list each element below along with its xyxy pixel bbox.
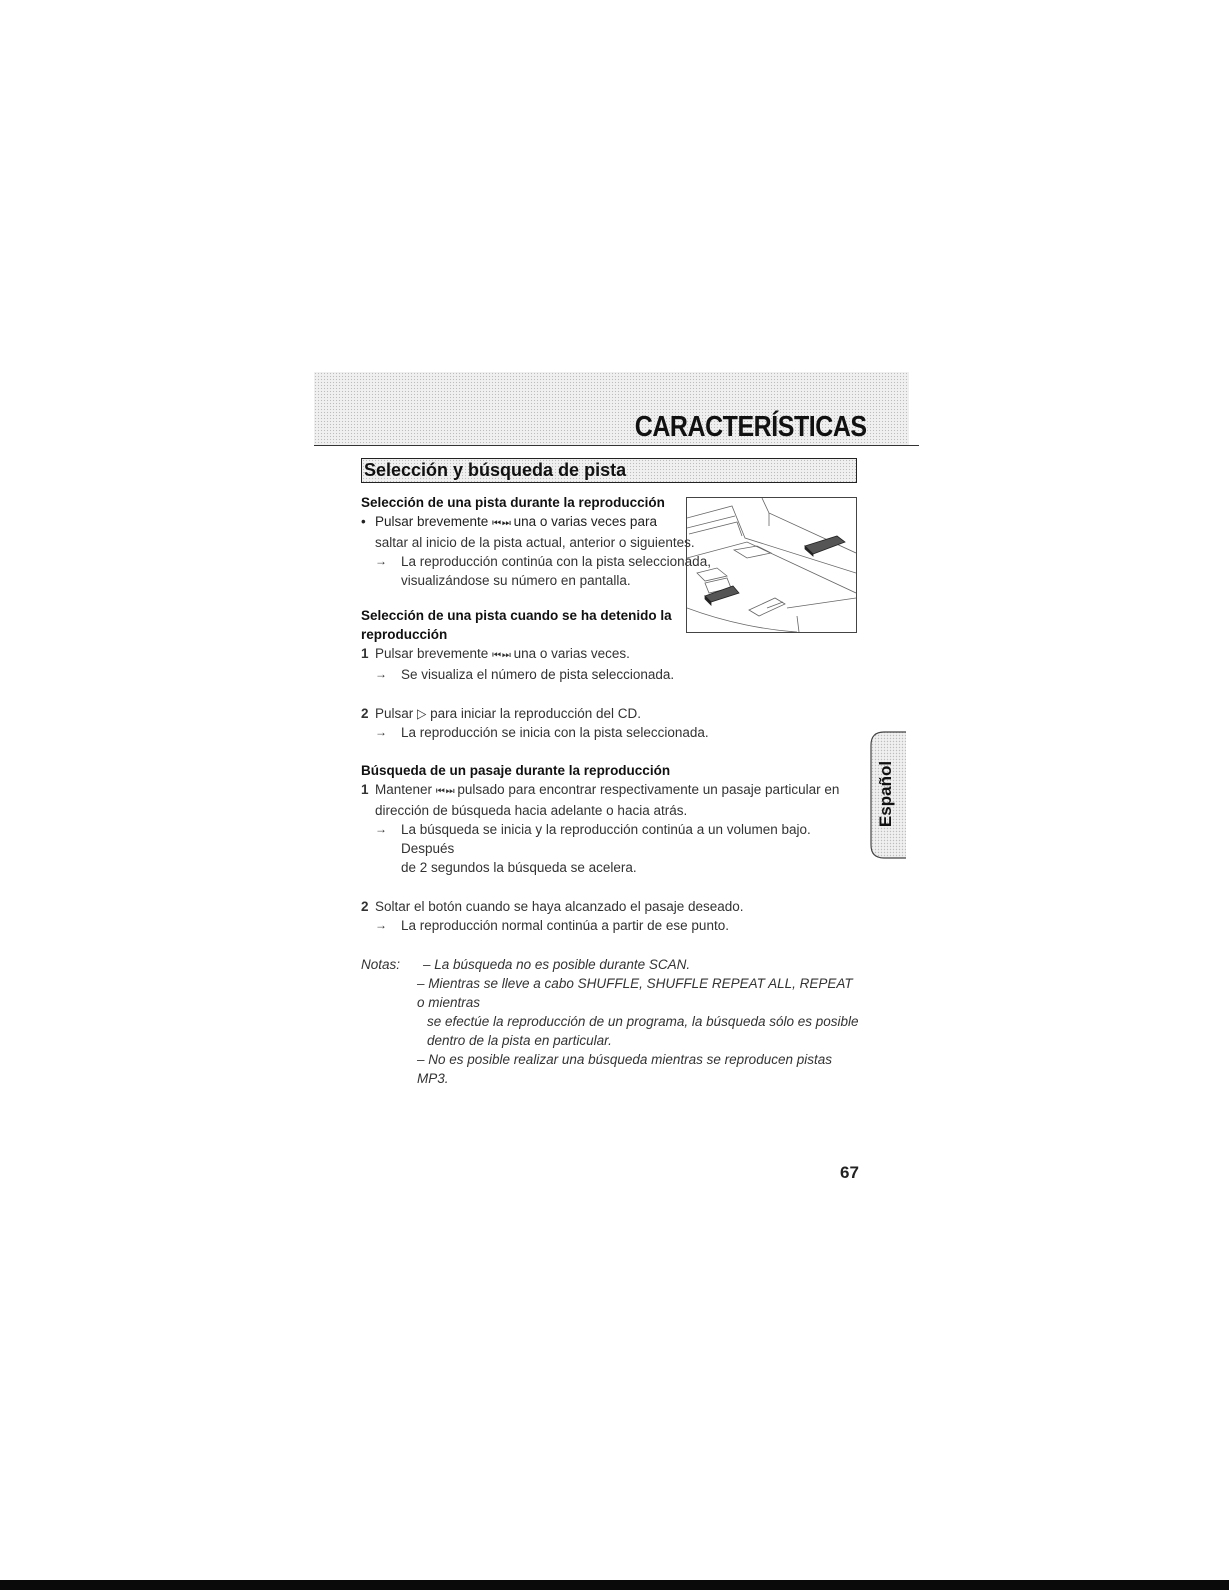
block1-result (361, 552, 861, 571)
text: pulsado para encontrar respectivamente un pasaje particular en (457, 782, 840, 797)
prev-next-icon: ⏮ ⏭ (492, 650, 510, 661)
block1-bullet (361, 512, 861, 533)
header-rule (314, 445, 919, 446)
prev-next-icon: ⏮ ⏭ (435, 786, 454, 797)
block3-step2 (361, 897, 861, 916)
notes-label: Notas: (361, 957, 401, 972)
block2-heading-line1: Selección de una pista cuando se ha detenido la (361, 608, 672, 623)
block2-step1-result (361, 665, 861, 684)
note-2c: dentro de la pista en particular. (427, 1033, 612, 1048)
language-label (870, 740, 902, 848)
text: Pulsar brevemente (375, 514, 489, 529)
page-number: 67 (840, 1163, 859, 1182)
arrow-icon: → (375, 667, 387, 681)
block1-result-cont: visualizándose su número en pantalla. (401, 573, 631, 588)
block3-step1-result-cont: de 2 segundos la búsqueda se acelera. (401, 860, 637, 875)
section-title: Selección y búsqueda de pista (364, 460, 627, 480)
text: Pulsar (375, 706, 414, 721)
block3-step1 (361, 780, 861, 801)
block3-step1-result (361, 820, 861, 858)
text: Mantener (375, 782, 433, 797)
text: una o varias veces para (513, 514, 657, 529)
text: Pulsar brevemente (375, 646, 489, 661)
play-icon: ▷ (417, 706, 427, 721)
text: – La búsqueda no es posible durante SCAN. (423, 957, 691, 972)
arrow-icon: → (375, 725, 387, 739)
note-2b: se efectúe la reproducción de un programa, la búsqueda sólo es posible (427, 1014, 859, 1029)
text: una o varias veces. (513, 646, 630, 661)
arrow-icon: → (375, 822, 387, 836)
block1-bullet-cont: saltar al inicio de la pista actual, anterior o siguientes. (375, 535, 695, 550)
block2-step2-result (361, 723, 861, 742)
text: Se visualiza el número de pista seleccionada. (401, 667, 675, 682)
note-2a: – Mientras se lleve a cabo SHUFFLE, SHUFFLE REPEAT ALL, REPEAT o mientras (417, 976, 853, 1010)
language-text: Español (876, 760, 895, 828)
arrow-icon: → (375, 554, 387, 568)
page-title: CARACTERÍSTICAS (635, 411, 867, 443)
step-number: 1 (361, 782, 369, 797)
block3-step1-cont: dirección de búsqueda hacia adelante o hacia atrás. (375, 803, 688, 818)
arrow-icon: → (375, 918, 387, 932)
step-number: 2 (361, 706, 369, 721)
text: La reproducción normal continúa a partir de ese punto. (401, 918, 729, 933)
step-number: 1 (361, 646, 369, 661)
text: La reproducción continúa con la pista seleccionada, (401, 554, 711, 569)
block1-heading: Selección de una pista durante la reproducción (361, 495, 665, 510)
block3-heading: Búsqueda de un pasaje durante la reproducción (361, 763, 671, 778)
text: para iniciar la reproducción del CD. (430, 706, 641, 721)
block2-step1 (361, 644, 861, 665)
block2-step2 (361, 704, 861, 723)
content (361, 493, 861, 1088)
bullet-glyph: • (361, 514, 366, 529)
notes (361, 955, 861, 1088)
text: La reproducción se inicia con la pista seleccionada. (401, 725, 709, 740)
block2-heading-line2: reproducción (361, 627, 448, 642)
text: La búsqueda se inicia y la reproducción continúa a un volumen bajo. Después (401, 822, 811, 856)
note-3: – No es posible realizar una búsqueda mientras se reproducen pistas MP3. (417, 1052, 832, 1086)
prev-next-icon: ⏮ ⏭ (492, 518, 510, 529)
block3-step2-result (361, 916, 861, 935)
text: Soltar el botón cuando se haya alcanzado el pasaje deseado. (375, 899, 744, 914)
bottom-scan-edge (0, 1580, 1229, 1590)
step-number: 2 (361, 899, 369, 914)
note-1 (361, 955, 861, 974)
